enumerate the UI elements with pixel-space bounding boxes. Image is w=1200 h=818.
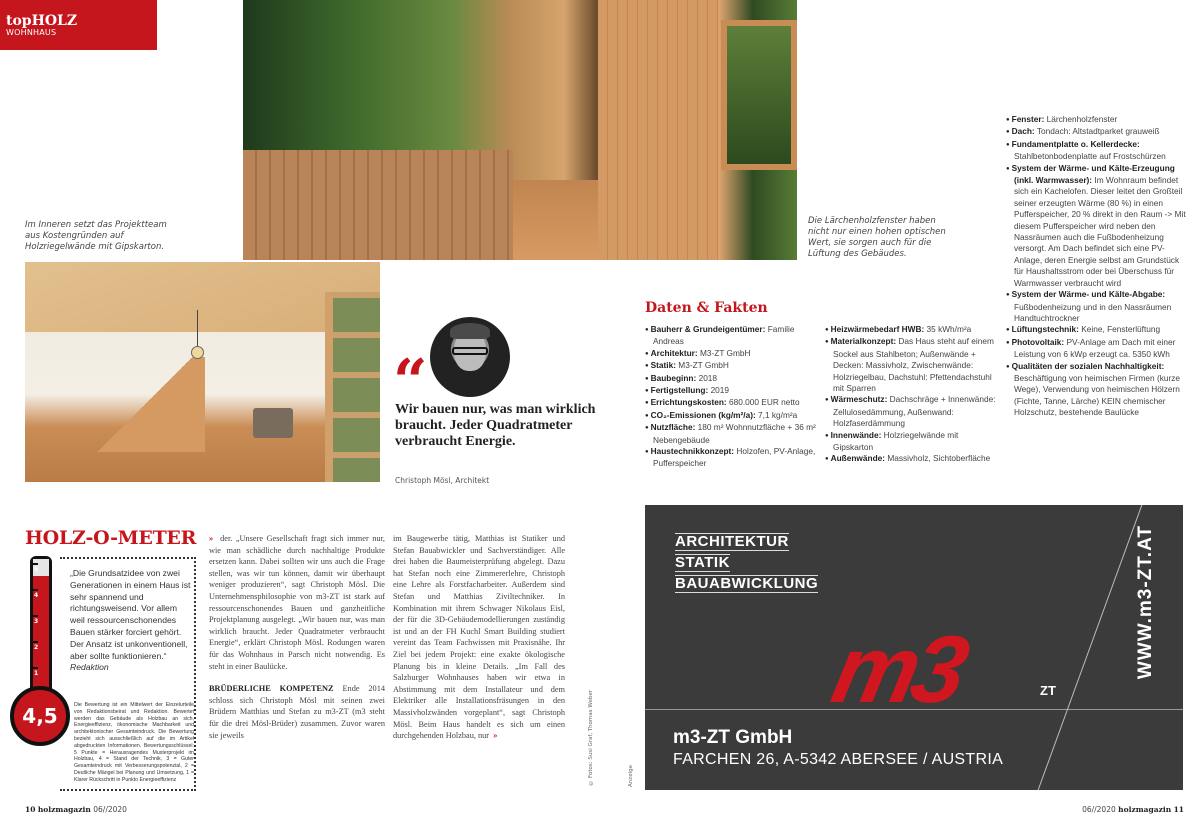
thermometer-tick-label: 5 <box>34 566 39 573</box>
fact-item <box>825 336 1000 394</box>
section-badge <box>0 0 157 50</box>
facts-column-1 <box>645 324 820 470</box>
m3-logo: m3 <box>823 617 972 723</box>
fact-label: Bauherr & Grundeigentümer: <box>650 324 766 334</box>
article-column-1 <box>209 533 385 741</box>
fact-label: Fenster: <box>1011 114 1045 124</box>
fact-item <box>645 446 820 470</box>
rating-badge: 4,5 <box>10 686 70 746</box>
facts-column-3 <box>1006 114 1191 419</box>
fact-item <box>1006 114 1191 126</box>
fact-value: Das Haus steht auf einem Sockel aus Stahlbeton; Außenwände + Decken: Massivholz, Zwischenwände: Holzriegelbau, Dachstuhl: Pfettendachstuhl mit Sparren <box>833 336 994 394</box>
fact-value: Stahlbetonbodenplatte auf Frostschürzen <box>1014 151 1166 162</box>
thermometer-tick <box>30 563 38 565</box>
thermometer-tick-label: 1 <box>34 670 39 677</box>
magazine-name: holzmagazin <box>37 805 91 814</box>
fact-item <box>645 348 820 360</box>
thermometer-tick <box>30 589 38 591</box>
thermometer-tick <box>30 615 38 617</box>
photo-credit: © Fotos: Susi Graf, Thomas Weber <box>588 690 594 786</box>
advertisement[interactable] <box>645 505 1183 790</box>
ad-url-link[interactable]: WWW.m3-ZT.AT <box>1135 525 1156 680</box>
fact-value: 7,1 kg/m²a <box>758 409 798 420</box>
fact-value: M3-ZT GmbH <box>678 360 729 371</box>
thermometer-tick-label: 3 <box>34 618 39 625</box>
fact-value: 2019 <box>710 385 730 396</box>
fact-value: Massivholz, Sichtoberfläche <box>887 453 991 464</box>
facts-column-2 <box>825 324 1000 466</box>
footer-right <box>1082 805 1184 814</box>
fact-item <box>825 394 1000 429</box>
issue: 06//2020 <box>93 805 127 814</box>
fact-item <box>825 430 1000 454</box>
meter-note: Die Bewertung ist ein Mittelwert der Einzelurteile von Redaktionsbeirat und Redaktion. Bewertet werden das Gebäude als Holzbau an sich, Energieeffizienz, ökonomische Machbarkeit und architektonischer Gesamteindruck. Die Bewertung bezieht sich ausschließlich auf die im Artikel abgedruckten Informationen. Bewertungsschlüssel: 5 Punkte = Herausragendes Musterprojekt im Holzbau, 4 = Stand der Technik, 3 = Guter Gesamteindruck mit Verbesserungspotenzial, 2 = Deutliche Mängel bei Planung und Umsetzung, 1 = Klarer Rückschritt in Punkto Energieeffizienz <box>74 702 194 783</box>
fact-value: M3-ZT GmbH <box>699 347 751 358</box>
article-paragraph: der. „Unsere Gesellschaft fragt sich immer nur, wie man schädliche durch nachhaltige Produkte ersetzen kann. Dabei sollten wir uns auch die Frage stellen, was wir tun können, damit wir überhaupt weniger produzieren“, sagt Christoph Mösl. Die Unternehmensphilosophie von m3-ZT ist stark auf ressourcenschonendes Bauen und ganzheitliche Projektplanung ausgelegt. „Wir bauen nur, was man wirklich braucht. Jeder Quadratmeter verbraucht Energie“, erklärt Christoph Mösl. Rodungen waren für das Wohnhaus in Parsch nicht notwendig. Es steht in einer Baulücke. <box>209 534 386 671</box>
fact-label: Außenwände: <box>830 453 886 464</box>
fact-item <box>1006 289 1191 324</box>
fact-item <box>645 397 820 409</box>
quote-mark-icon: “ <box>393 347 428 417</box>
fact-label: Haustechnikkonzept: <box>650 446 735 457</box>
caption-interior: Im Inneren setzt das Projektteam aus Kostengründen auf Holzriegelwände mit Gipskarton. <box>25 220 167 252</box>
fact-value: PV-Anlage am Dach mit einer Leistung von 6 kWp erzeugt ca. 5350 kWh <box>1014 336 1176 360</box>
footer-left <box>25 805 127 814</box>
fact-label: Errichtungskosten: <box>650 397 727 408</box>
ad-label: Anzeige <box>628 765 634 787</box>
fact-value: Familie Andreas <box>653 324 795 347</box>
fact-label: Innenwände: <box>830 429 882 440</box>
fact-item <box>825 453 1000 465</box>
fact-value: 35 kWh/m²a <box>926 324 972 334</box>
fact-value: Holzofen, PV-Anlage, Pufferspeicher <box>653 446 816 469</box>
fact-item <box>645 360 820 372</box>
fact-label: Heizwärmebedarf HWB: <box>830 324 925 334</box>
ad-service: BAUABWICKLUNG <box>675 575 819 592</box>
article-column-2 <box>393 533 565 742</box>
fact-item <box>825 324 1000 336</box>
fact-label: Qualitäten der sozialen Nachhaltigkeit: <box>1011 360 1165 371</box>
fact-item <box>1006 337 1191 361</box>
fact-value: 680.000 EUR netto <box>729 397 800 408</box>
ad-address: FARCHEN 26, A-5342 ABERSEE / AUSTRIA <box>673 751 1004 768</box>
meter-title: HOLZ-O-METER <box>25 527 197 549</box>
thermometer-icon <box>30 556 52 706</box>
section-label: WOHNHAUS <box>6 28 57 37</box>
m3-logo-suffix: ZT <box>1040 683 1056 698</box>
facts-title: Daten & Fakten <box>645 300 768 316</box>
fact-value: Tondach: Altstadtparket grauweiß <box>1036 126 1160 137</box>
fact-item <box>645 373 820 385</box>
fact-value: Fußbodenheizung und in den Nassräumen Handtuchtrockner <box>1014 301 1172 323</box>
fact-value: Holzriegelwände mit Gipskarton <box>833 429 959 453</box>
meter-quote <box>70 568 192 674</box>
issue: 06//2020 <box>1082 805 1116 814</box>
fact-item <box>645 324 820 348</box>
fact-label: Baubeginn: <box>650 372 697 383</box>
page-number: 11 <box>1173 805 1184 814</box>
ad-company: m3-ZT GmbH <box>673 727 793 748</box>
continue-icon: » <box>209 534 214 543</box>
meter-quote-source: Redaktion <box>70 662 109 673</box>
fact-item <box>645 422 820 446</box>
thermometer-tick <box>30 641 38 643</box>
fact-item <box>1006 126 1191 138</box>
fact-value: 2018 <box>698 372 718 383</box>
fact-label: Lüftungstechnik: <box>1011 324 1079 335</box>
fact-label: Statik: <box>650 360 676 371</box>
fact-value: 180 m² Wohnnutzfläche + 36 m² Nebengebäude <box>653 422 816 445</box>
fact-label: System der Wärme- und Kälte-Erzeugung (inkl. Warmwasser): <box>1011 162 1175 186</box>
brand-title: topHOLZ <box>6 13 78 29</box>
fact-label: Wärmeschutz: <box>830 394 888 405</box>
fact-label: Fundamentplatte o. Kellerdecke: <box>1011 138 1140 149</box>
fact-label: Materialkonzept: <box>830 336 897 347</box>
fact-label: Photovoltaik: <box>1011 336 1065 347</box>
fact-item <box>1006 361 1191 419</box>
article-subhead: BRÜDERLICHE KOMPETENZ <box>209 684 334 694</box>
fact-label: CO₂-Emissionen (kg/m²/a): <box>650 409 756 420</box>
fact-item <box>1006 324 1191 336</box>
fact-item <box>1006 163 1191 289</box>
fact-value: Lärchenholzfenster <box>1046 114 1118 124</box>
fact-value: Im Wohnraum befindet sich ein Kachelofen. Dieser leitet den Großteil seiner erzeugten Wärme (80 %) in einen Pufferspeicher, 20 % direkt in den Raum -> Mit diesem Pufferspeicher wird neben den Nassräumen auch die Fußbodenheizung versorgt. Am Dach befindet sich eine PV-Anlage, deren Energie selbst am Grundstück für Haushaltsstrom oder bei Überschuss für Warmwasser verbraucht wird <box>1014 175 1186 288</box>
fact-item <box>1006 139 1191 163</box>
photo-interior <box>25 262 380 482</box>
fact-label: System der Wärme- und Kälte-Abgabe: <box>1011 289 1166 300</box>
fact-value: Dachschräge + Innenwände: Zellulosedämmung, Außenwand: Holzfaserdämmung <box>833 394 996 429</box>
fact-item <box>645 410 820 422</box>
article-paragraph: im Baugewerbe tätig, Matthias ist Statiker und Stefan Bauabwickler und Sachverständiger. Alle drei haben die Baumeisterprüfung abgelegt. Dazu hat Stefan noch eine Zimmererlehre, Christoph eine Lehre als Forstfacharbeiter. Außerdem sind Stefan und Matthias Ziviltechniker. In Kombination mit ihrem Schwager Nikolaus Eisl, der für die 3D-Gebäudemodellierungen zuständig ist und an der FH Kuchl Smart Building studiert vereint das Team Fachwissen mit Praxisnähe. Ihr Ziel bei jedem Projekt: eine exakte ökologische Planung bis in kleine Details. „Im Fall des Salzburger Wohnhauses haben wir etwa in Abstimmung mit dem Installateur und dem Elektriker alle Installationsfräsungen in den Massivholzwänden vorgeplant“, sagt Christoph Mösl. Beim Haus handelt es sich um einen durchgehenden Holzbau, nur <box>393 534 565 741</box>
thermometer-tick <box>30 667 38 669</box>
fact-label: Fertigstellung: <box>650 385 709 396</box>
thermometer-tick-label: 4 <box>34 592 39 599</box>
fact-item <box>645 385 820 397</box>
fact-label: Architektur: <box>650 347 698 358</box>
portrait-photo <box>430 317 510 397</box>
continue-icon: » <box>493 731 498 741</box>
thermometer-tick-label: 2 <box>34 644 39 651</box>
caption-windows: Die Lärchenholzfenster haben nicht nur einen hohen optischen Wert, sie sorgen auch für die Lüftung des Gebäudes. <box>808 216 946 259</box>
meter-quote-text: „Die Grundsatzidee von zwei Generationen in einem Haus ist sehr spannend und richtungsweisend. Vor allem weil ressourcenschonendes Bauen stärker forciert gehört. Der Ansatz ist unkonventionell, aber sollte funktionieren.“ <box>70 568 191 661</box>
quote-author: Christoph Mösl, Architekt <box>395 476 490 485</box>
article-paragraph: Ende 2014 schloss sich Christoph Mösl mit seinen zwei Brüdern Matthias und Stefan zu m3-ZT (m3 steht für die drei Mösl-Brüder) zusammen. Zuvor waren sie jeweils <box>209 684 386 740</box>
photo-terrace <box>243 0 797 260</box>
pull-quote: Wir bauen nur, was man wirklich braucht. Jeder Quadratmeter verbraucht Energie. <box>395 402 596 449</box>
page-number: 10 <box>25 805 36 814</box>
magazine-name: holzmagazin <box>1118 805 1172 814</box>
fact-value: Beschäftigung von heimischen Firmen (kurze Wege), Verwendung von heimischen Hölzern (Fichte, Tanne, Lärche) KEIN chemischer Holzschutz, bestehende Baulücke <box>1014 372 1181 418</box>
fact-label: Nutzfläche: <box>650 422 696 433</box>
ad-service: STATIK <box>675 554 730 571</box>
ad-service: ARCHITEKTUR <box>675 533 789 550</box>
fact-value: Keine, Fensterlüftung <box>1081 324 1161 335</box>
fact-label: Dach: <box>1011 126 1035 137</box>
